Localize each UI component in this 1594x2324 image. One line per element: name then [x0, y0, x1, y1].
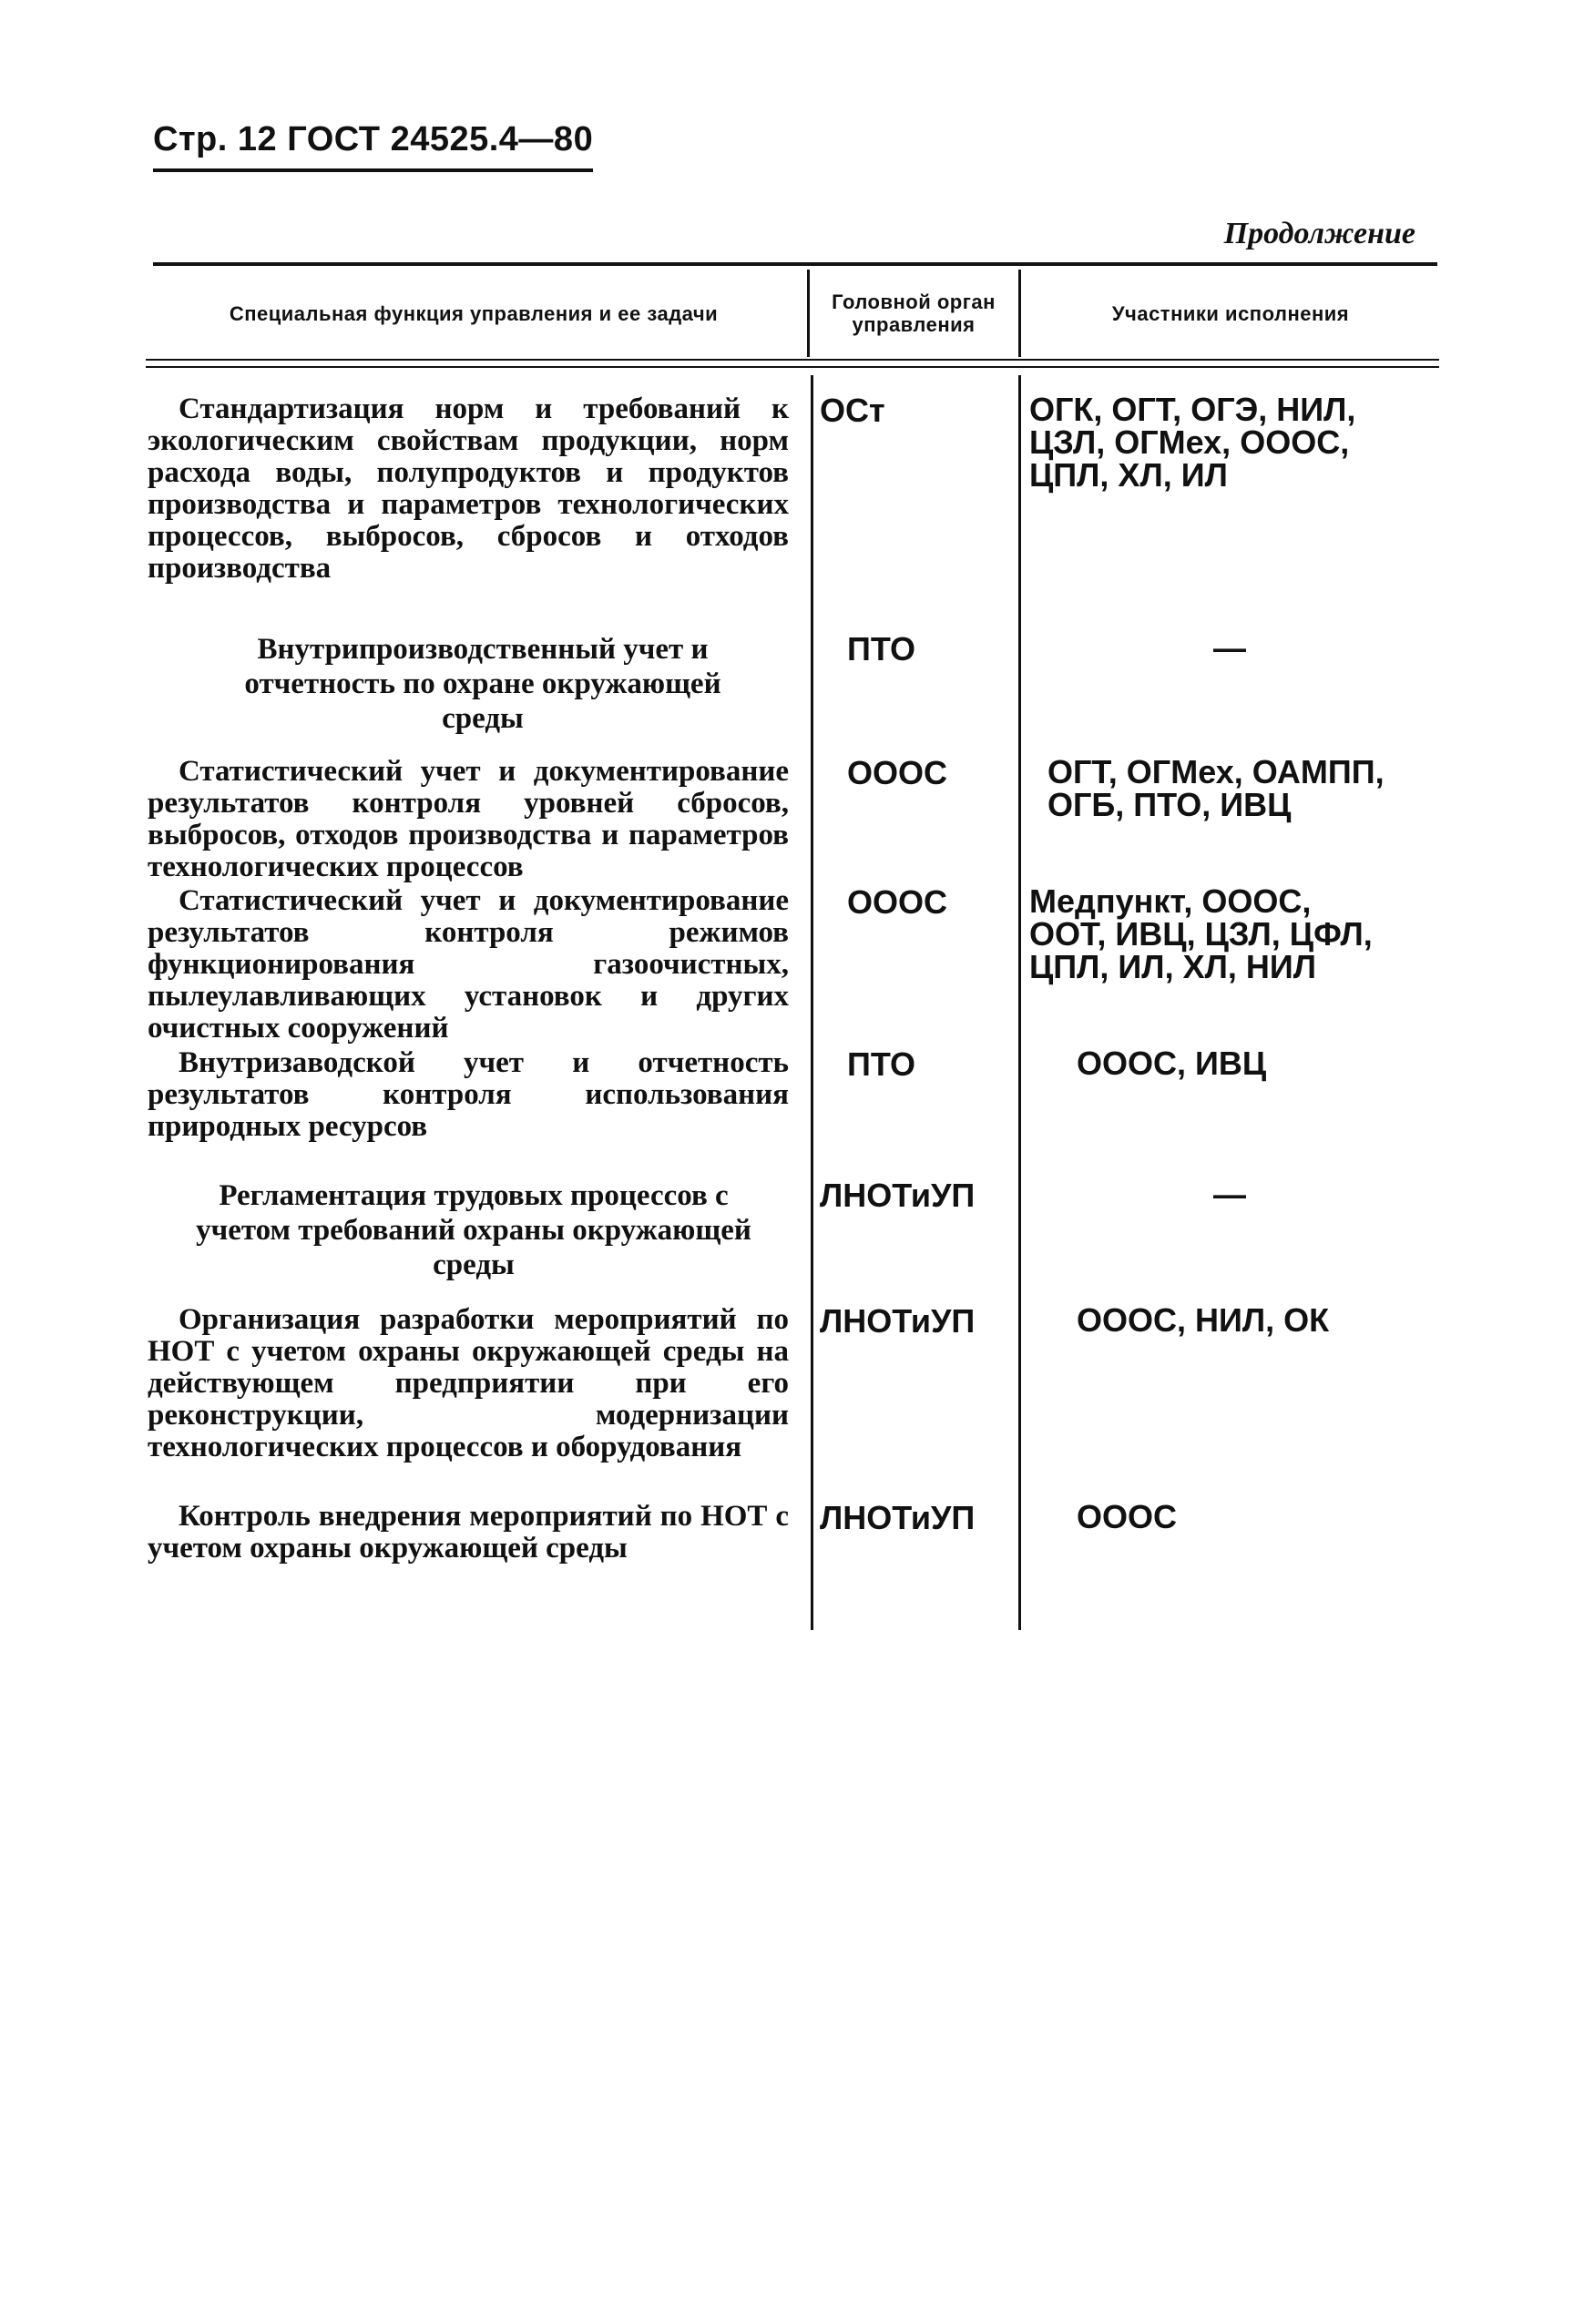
- header-bottom-rule: [146, 359, 1439, 361]
- head-body-cell: ЛНОТиУП: [820, 1499, 976, 1536]
- column-header-participants: Участники исполнения: [1111, 301, 1350, 325]
- column-header-function: Специальная функция управления и ее задачи: [229, 301, 719, 325]
- head-body-cell: ОСт: [820, 392, 885, 429]
- function-section-cell: Внутрипроизводственный учет и отчетность по охране окружающей среды: [244, 633, 721, 735]
- function-cell: Внутризаводской учет и отчетность результатов контроля использования природных ресурсов: [148, 1046, 789, 1143]
- header-bottom-rule: [146, 366, 1439, 368]
- function-cell: Статистический учет и документирование результатов контроля уровней сбросов, выбросов, отходов производства и параметров технологических процессов: [148, 755, 789, 883]
- head-body-cell: ОООС: [847, 883, 948, 921]
- function-cell: Статистический учет и документирование результатов контроля режимов функционирования газоочистных, пылеулавливающих установок и других очистных сооружений: [148, 884, 789, 1045]
- participants-cell: ОООС, НИЛ, ОК: [1077, 1301, 1330, 1339]
- participants-cell: —: [1213, 629, 1246, 667]
- head-body-cell: ПТО: [847, 1045, 915, 1083]
- function-cell: Стандартизация норм и требований к экологическим свойствам продукции, норм расхода воды, полупродуктов и продуктов производства и параметров технологических процессов, выбросов, сбросов и отходов производства: [148, 392, 789, 585]
- head-body-cell: ЛНОТиУП: [820, 1177, 976, 1214]
- head-body-cell: ЛНОТиУП: [820, 1302, 976, 1340]
- function-section-cell: Регламентация трудовых процессов с учетом требований охраны окружающей среды: [196, 1179, 751, 1281]
- participants-cell: ОООС: [1077, 1498, 1178, 1535]
- column-header-head-body: Головной орган управления: [832, 290, 996, 336]
- function-cell: Контроль внедрения мероприятий по НОТ с учетом охраны окружающей среды: [148, 1500, 789, 1565]
- participants-cell: ОГК, ОГТ, ОГЭ, НИЛ, ЦЗЛ, ОГМех, ОООС, ЦПЛ, ХЛ, ИЛ: [1029, 391, 1356, 494]
- function-cell: Организация разработки мероприятий по НОТ с учетом охраны окружающей среды на действующем предприятии при его реконструкции, модернизации технологических процессов и оборудования: [148, 1303, 789, 1463]
- column-divider: [1018, 375, 1021, 1630]
- head-body-cell: ПТО: [847, 630, 915, 668]
- participants-cell: —: [1213, 1176, 1246, 1213]
- continuation-label: Продолжение: [1223, 217, 1415, 250]
- column-divider: [811, 375, 813, 1630]
- header-divider: [807, 270, 810, 357]
- head-body-cell: ОООС: [847, 754, 948, 791]
- participants-cell: Медпункт, ОООС, ООТ, ИВЦ, ЦЗЛ, ЦФЛ, ЦПЛ, ИЛ, ХЛ, НИЛ: [1029, 882, 1373, 985]
- page-header: Стр. 12 ГОСТ 24525.4—80: [153, 120, 593, 172]
- participants-cell: ОООС, ИВЦ: [1077, 1045, 1267, 1082]
- participants-cell: ОГТ, ОГМех, ОАМПП, ОГБ, ПТО, ИВЦ: [1047, 753, 1385, 823]
- table-top-rule: [153, 262, 1437, 266]
- header-divider: [1018, 270, 1021, 357]
